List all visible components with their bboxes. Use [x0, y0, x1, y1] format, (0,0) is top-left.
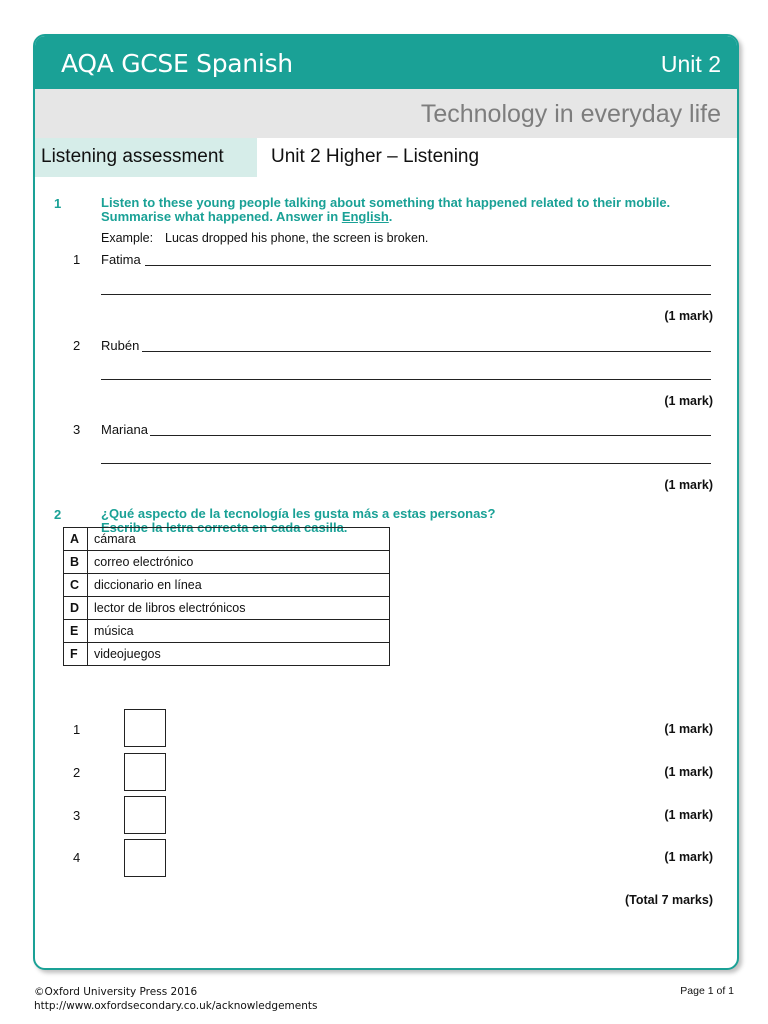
unit-label: Unit 2 — [660, 51, 721, 77]
page-subtitle: Unit 2 Higher – Listening — [271, 146, 480, 167]
option-letter: A — [64, 528, 88, 551]
mark-label: (1 mark) — [664, 765, 713, 779]
option-row — [64, 574, 390, 597]
total-marks: (Total 7 marks) — [625, 893, 713, 907]
example-label: Example: — [101, 231, 154, 245]
option-letter: B — [64, 551, 88, 574]
footer-credits — [34, 985, 317, 1013]
question-2-line1: ¿Qué aspecto de la tecnología les gusta más a estas personas? — [101, 506, 496, 521]
option-letter: C — [64, 574, 88, 597]
question-1-language: English — [341, 209, 389, 224]
q2-answer-number: 3 — [73, 808, 81, 823]
answer-line[interactable] — [101, 294, 711, 295]
page-number: Page 1 of 1 — [680, 985, 734, 997]
brand-title: AQA GCSE Spanish — [61, 49, 293, 78]
option-row — [64, 551, 390, 574]
question-1-line2-prefix: Summarise what happened. Answer in — [101, 209, 342, 224]
answer-line[interactable] — [145, 265, 711, 266]
answer-line[interactable] — [142, 351, 711, 352]
answer-box[interactable] — [124, 753, 166, 791]
option-row — [64, 528, 390, 551]
option-letter: E — [64, 620, 88, 643]
answer-box[interactable] — [124, 709, 166, 747]
q1-item-name: Rubén — [101, 338, 140, 353]
option-letter: D — [64, 597, 88, 620]
mark-label: (1 mark) — [664, 478, 713, 492]
mark-label: (1 mark) — [664, 394, 713, 408]
copyright-text: ©Oxford University Press 2016 — [34, 986, 198, 998]
question-1-line2 — [101, 210, 701, 224]
mark-label: (1 mark) — [664, 309, 713, 323]
answer-line[interactable] — [101, 379, 711, 380]
question-2-line2: Escribe la letra correcta en cada casilla. — [101, 520, 348, 535]
q1-item-number: 2 — [73, 338, 81, 353]
q1-item-number: 1 — [73, 252, 81, 267]
answer-box[interactable] — [124, 796, 166, 834]
q1-item-name: Fatima — [101, 252, 141, 267]
option-row — [64, 620, 390, 643]
options-table — [63, 527, 390, 666]
question-1-number: 1 — [54, 196, 62, 211]
mark-label: (1 mark) — [664, 808, 713, 822]
assessment-tab — [35, 138, 257, 177]
option-text: diccionario en línea — [88, 574, 390, 597]
assessment-tab-label: Listening assessment — [41, 146, 224, 167]
option-text: lector de libros electrónicos — [88, 597, 390, 620]
mark-label: (1 mark) — [664, 850, 713, 864]
q1-item-number: 3 — [73, 422, 81, 437]
answer-line[interactable] — [101, 463, 711, 464]
topic-title: Technology in everyday life — [420, 100, 721, 128]
acknowledgements-link[interactable]: http://www.oxfordsecondary.co.uk/acknowledgements — [34, 1000, 318, 1012]
topic-bar — [35, 89, 737, 138]
option-text: cámara — [88, 528, 390, 551]
example-text: Lucas dropped his phone, the screen is broken. — [165, 231, 429, 245]
question-1-instructions — [101, 196, 701, 224]
mark-label: (1 mark) — [664, 722, 713, 736]
option-text: correo electrónico — [88, 551, 390, 574]
question-1-example — [101, 231, 428, 245]
q1-item-name: Mariana — [101, 422, 148, 437]
q2-answer-number: 2 — [73, 765, 81, 780]
question-2-number: 2 — [54, 507, 62, 522]
option-row — [64, 643, 390, 666]
option-row — [64, 597, 390, 620]
header-bar — [35, 36, 737, 89]
q2-answer-number: 4 — [73, 850, 81, 865]
question-1-line2-suffix: . — [388, 209, 393, 224]
question-1-line1: Listen to these young people talking about something that happened related to their mobile. — [101, 195, 671, 210]
option-letter: F — [64, 643, 88, 666]
q2-answer-number: 1 — [73, 722, 81, 737]
option-text: música — [88, 620, 390, 643]
answer-box[interactable] — [124, 839, 166, 877]
option-text: videojuegos — [88, 643, 390, 666]
answer-line[interactable] — [150, 435, 711, 436]
